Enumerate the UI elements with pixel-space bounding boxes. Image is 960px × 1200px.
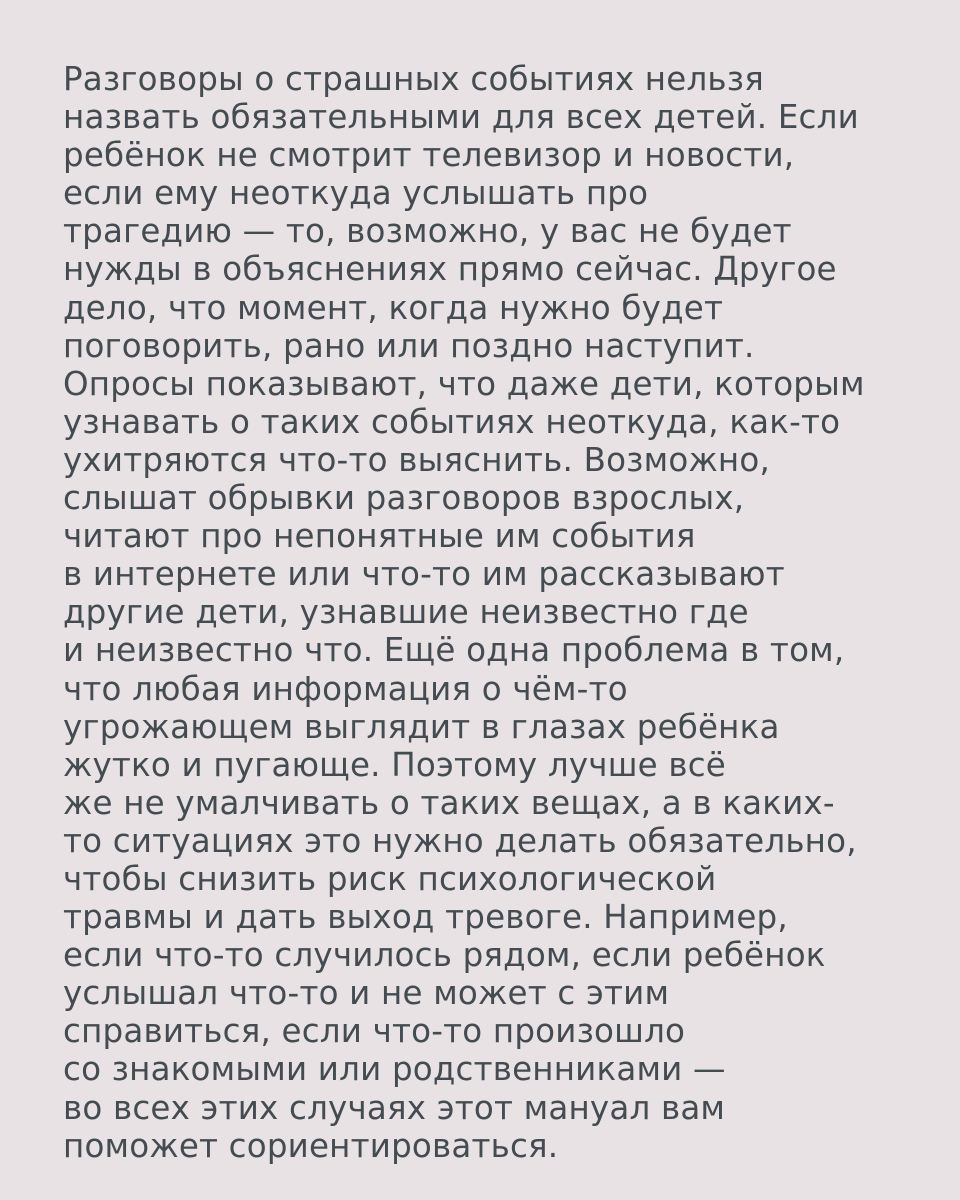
paragraph-line: то ситуациях это нужно делать обязательно,: [63, 821, 857, 860]
paragraph-line: со знакомыми или родственниками —: [63, 1050, 726, 1089]
paragraph-line: в интернете или что-то им рассказывают: [63, 555, 785, 594]
paragraph-line: и неизвестно что. Ещё одна проблема в том,: [63, 631, 845, 670]
paragraph-line: слышат обрывки разговоров взрослых,: [63, 479, 745, 518]
paragraph-line: ухитряются что-то выяснить. Возможно,: [63, 440, 770, 479]
paragraph-line: травмы и дать выход тревоге. Например,: [63, 898, 788, 937]
paragraph-line: во всех этих случаях этот мануал вам: [63, 1088, 726, 1127]
paragraph-line: Разговоры о страшных событиях нельзя: [63, 60, 765, 98]
paragraph-line: назвать обязательными для всех детей. Если: [63, 98, 859, 137]
paragraph-line: что любая информация о чём-то: [63, 669, 628, 708]
paragraph-line: если что-то случилось рядом, если ребёнок: [63, 936, 826, 975]
paragraph-line: угрожающем выглядит в глазах ребёнка: [63, 707, 780, 746]
paragraph-line: нужды в объяснениях прямо сейчас. Другое: [63, 250, 837, 289]
paragraph-line: Опросы показывают, что даже дети, которым: [63, 364, 865, 403]
paragraph-line: услышал что-то и не может с этим: [63, 974, 670, 1013]
paragraph-line: ребёнок не смотрит телевизор и новости,: [63, 136, 795, 175]
paragraph-line: чтобы снизить риск психологической: [63, 859, 717, 898]
paragraph-line: трагедию — то, возможно, у вас не будет: [63, 212, 792, 251]
article-paragraph: [63, 60, 943, 1165]
paragraph-line: узнавать о таких событиях неоткуда, как-то: [63, 402, 841, 441]
paragraph-line: если ему неоткуда услышать про: [63, 174, 649, 213]
paragraph-line: справиться, если что-то произошло: [63, 1012, 686, 1051]
paragraph-line: читают про непонятные им события: [63, 517, 696, 556]
paragraph-line: жутко и пугающе. Поэтому лучше всё: [63, 745, 726, 784]
paragraph-line: поможет сориентироваться.: [63, 1126, 559, 1165]
paragraph-line: же не умалчивать о таких вещах, а в каких-: [63, 783, 835, 822]
paragraph-line: другие дети, узнавшие неизвестно где: [63, 593, 749, 632]
paragraph-line: дело, что момент, когда нужно будет: [63, 288, 724, 327]
paragraph-line: поговорить, рано или поздно наступит.: [63, 326, 755, 365]
